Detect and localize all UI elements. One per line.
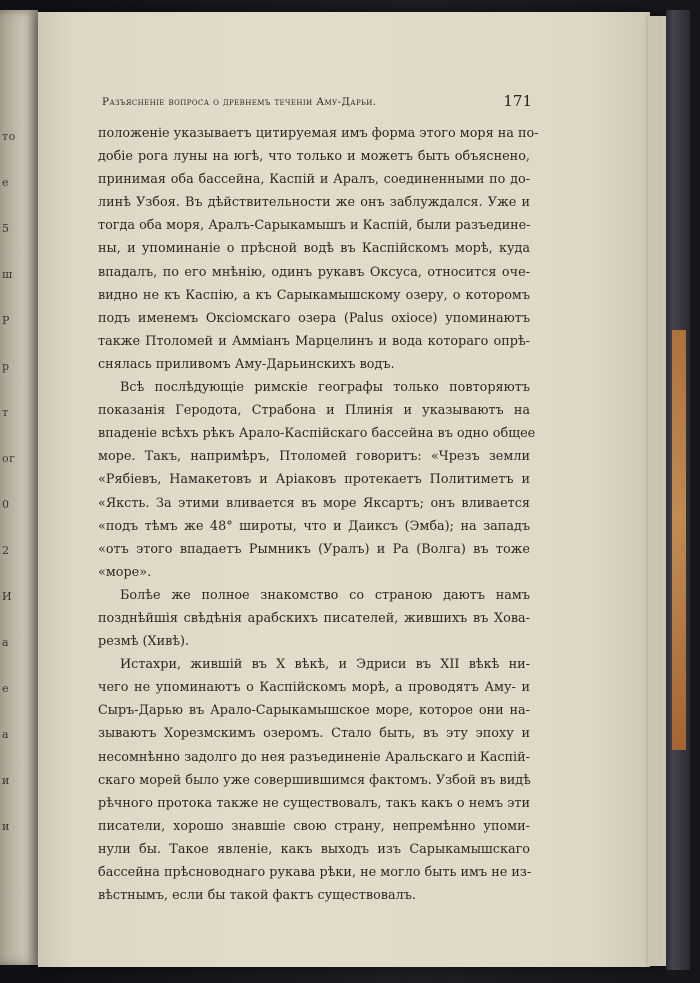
text-line: писатели, хорошо знавшіе свою страну, непремѣнно упоми- bbox=[98, 818, 530, 834]
page-header bbox=[102, 92, 532, 114]
text-line: «Яксть. За этими вливается въ море Яксартъ; онъ вливается bbox=[98, 495, 530, 511]
text-line: «отъ этого впадаетъ Рымникъ (Уралъ) и Ра (Волга) въ тоже bbox=[98, 541, 530, 557]
running-title: Разъясненіе вопроса о древнемъ теченіи Аму-Дарьи. bbox=[102, 96, 377, 108]
text-line: чего не упоминаютъ о Каспійскомъ морѣ, а проводятъ Аму- и bbox=[98, 680, 530, 696]
text-line: море. Такъ, напримѣръ, Птоломей говоритъ: «Чрезъ земли bbox=[98, 449, 530, 465]
text-line: тогда оба моря, Аралъ-Сарыкамышъ и Каспій, были разъедине- bbox=[98, 218, 531, 234]
text-line: позднѣйшія свѣдѣнія арабскихъ писателей, жившихъ въ Хова- bbox=[98, 610, 530, 626]
text-line: вѣстнымъ, если бы такой фактъ существовалъ. bbox=[98, 888, 416, 904]
text-line: Сыръ-Дарью въ Арало-Сарыкамышское море, которое они на- bbox=[98, 703, 530, 719]
left-page-fragment: т bbox=[2, 406, 9, 419]
text-line: несомнѣнно задолго до нея разъединеніе Аральскаго и Каспій- bbox=[98, 749, 530, 765]
text-line: впадалъ, по его мнѣнію, одинъ рукавъ Оксуса, относится оче- bbox=[98, 264, 530, 280]
paragraph bbox=[98, 122, 539, 376]
text-line: «подъ тѣмъ же 48° широты, что и Даиксъ (Эмба); на западъ bbox=[98, 518, 530, 534]
text-line: «Рябіевъ, Намакетовъ и Аріаковъ протекаетъ Политиметъ и bbox=[98, 472, 530, 488]
text-line: снялась приливомъ Аму-Дарьинскихъ водъ. bbox=[98, 356, 395, 372]
left-page-fragment: а bbox=[2, 728, 10, 741]
text-line: впаденіе всѣхъ рѣкъ Арало-Каспійскаго бассейна въ одно общее bbox=[98, 426, 536, 442]
text-line: ны, и упоминаніе о прѣсной водѣ въ Каспійскомъ морѣ, куда bbox=[98, 241, 530, 257]
page-block-edge bbox=[648, 16, 666, 966]
left-page-fragment: ш bbox=[2, 268, 13, 281]
body-text bbox=[98, 122, 539, 907]
text-line: бассейна прѣсноводнаго рукава рѣки, не могло быть имъ не из- bbox=[98, 865, 532, 880]
page-number: 171 bbox=[503, 92, 532, 110]
text-line: подъ именемъ Оксіомскаго озера (Palus oxioce) упоминаютъ bbox=[98, 310, 530, 326]
text-line: также Птоломей и Амміанъ Марцелинъ и вода котораго опрѣ- bbox=[98, 333, 530, 349]
left-page-fragment: р bbox=[2, 360, 10, 373]
text-line: Всѣ послѣдующіе римскіе географы только повторяютъ bbox=[120, 380, 530, 396]
left-page-fragment: и bbox=[2, 820, 10, 833]
text-line: видно не къ Каспію, а къ Сарыкамышскому озеру, о которомъ bbox=[98, 287, 530, 303]
left-page-fragment: Р bbox=[2, 314, 10, 327]
left-page-fragment: 0 bbox=[2, 498, 10, 511]
text-line: показанія Геродота, Страбона и Плинія и указываютъ на bbox=[98, 403, 530, 419]
text-line: линѣ Узбоя. Въ дѣйствительности же онъ заблуждался. Уже и bbox=[98, 195, 530, 211]
text-line: рѣчного протока также не существовалъ, такъ какъ о немъ эти bbox=[98, 795, 530, 811]
left-page-fragment: и bbox=[2, 774, 10, 787]
left-page-fragment: ог bbox=[2, 452, 16, 465]
text-line: добіе рога луны на югѣ, что только и можетъ быть объяснено, bbox=[98, 149, 530, 165]
left-page-fragment: 5 bbox=[2, 222, 10, 235]
left-page-fragment: И bbox=[2, 590, 13, 603]
text-line: Истахри, жившій въ X вѣкѣ, и Эдриси въ XII вѣкѣ ни- bbox=[120, 657, 530, 673]
left-page-fragment: 2 bbox=[2, 544, 10, 557]
paragraph bbox=[98, 376, 536, 584]
text-line: нули бы. Такое явленіе, какъ выходъ изъ Сарыкамышскаго bbox=[98, 841, 530, 857]
bookmark-ribbon bbox=[672, 330, 686, 750]
left-page-edge bbox=[0, 10, 38, 965]
left-page-fragment: е bbox=[2, 682, 10, 695]
text-line: скаго морей было уже совершившимся фактомъ. Узбой въ видѣ bbox=[98, 772, 531, 788]
text-line: «море». bbox=[98, 564, 152, 580]
text-line: принимая оба бассейна, Каспій и Аралъ, соединенными по до- bbox=[98, 172, 530, 188]
text-line: положеніе указываетъ цитируемая имъ форма этого моря на по- bbox=[98, 126, 539, 141]
left-page-fragment: то bbox=[2, 130, 16, 143]
paragraph bbox=[98, 653, 530, 907]
text-line: Болѣе же полное знакомство со страною даютъ намъ bbox=[120, 587, 530, 603]
paragraph bbox=[98, 584, 530, 653]
left-page-fragment: е bbox=[2, 176, 10, 189]
text-line: зываютъ Хорезмскимъ озеромъ. Стало быть, въ эту эпоху и bbox=[98, 726, 530, 742]
left-page-fragment: а bbox=[2, 636, 10, 649]
text-line: резмѣ (Хивѣ). bbox=[98, 634, 190, 650]
